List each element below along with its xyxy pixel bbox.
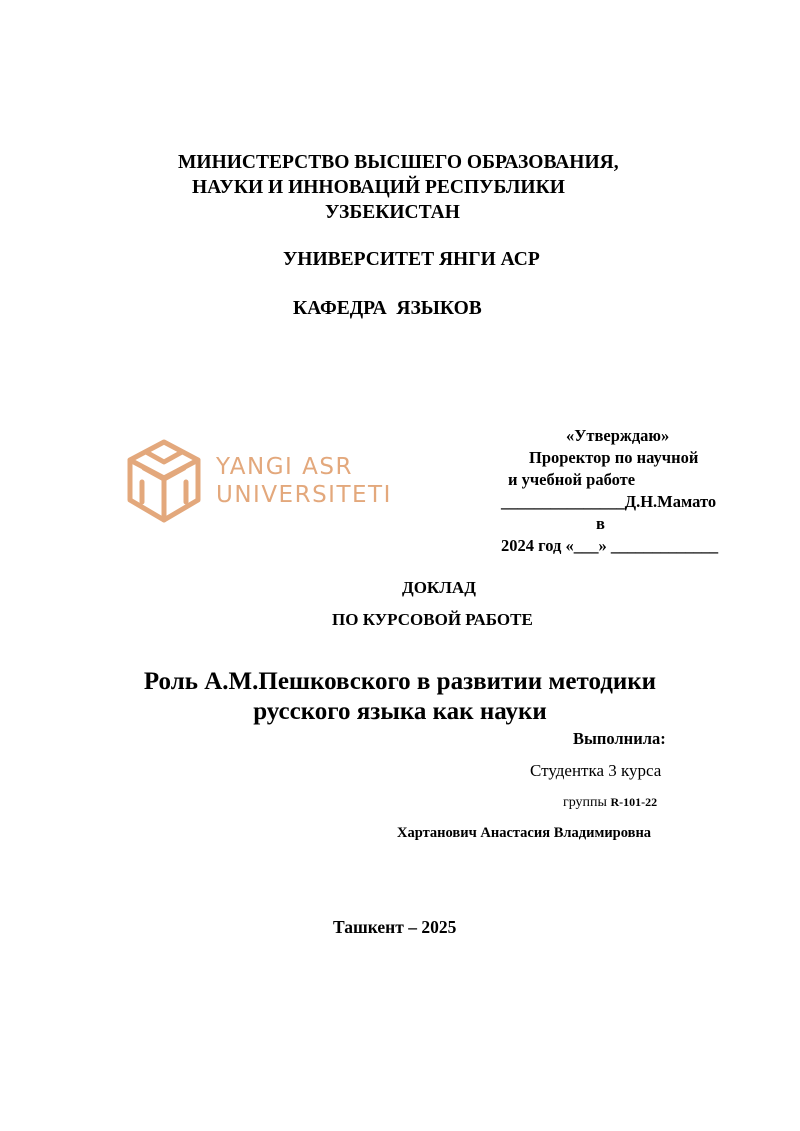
logo-text-line2: UNIVERSITETI	[216, 482, 392, 508]
approval-position-line2: и учебной работе	[508, 470, 636, 489]
ministry-title-line2: НАУКИ И ИННОВАЦИЙ РЕСПУБЛИКИ	[192, 177, 565, 198]
performer-label: Выполнила:	[573, 729, 666, 748]
university-name: УНИВЕРСИТЕТ ЯНГИ АСР	[283, 249, 540, 270]
performer-group	[563, 795, 657, 811]
city-year: Ташкент – 2025	[333, 917, 457, 937]
cube-logo-icon	[126, 438, 202, 524]
ministry-title-line3: УЗБЕКИСТАН	[325, 202, 460, 223]
report-label: ДОКЛАД	[402, 578, 476, 597]
report-sublabel: ПО КУРСОВОЙ РАБОТЕ	[332, 610, 533, 629]
university-logo	[126, 438, 406, 524]
approval-signature-line: _______________Д.Н.Мамато	[501, 492, 717, 511]
ministry-title-line1: МИНИСТЕРСТВО ВЫСШЕГО ОБРАЗОВАНИЯ,	[178, 152, 619, 173]
approval-title: «Утверждаю»	[566, 426, 670, 445]
performer-group-code: R-101-22	[610, 795, 658, 809]
topic-title-line2: русского языка как науки	[253, 698, 547, 725]
department-name: КАФЕДРА ЯЗЫКОВ	[293, 298, 482, 319]
approval-date-line: 2024 год «___» _____________	[501, 536, 719, 555]
logo-text-line1: YANGI ASR	[216, 454, 353, 480]
performer-group-prefix: группы	[563, 795, 607, 810]
performer-name: Хартанович Анастасия Владимировна	[397, 825, 652, 841]
approval-position-line1: Проректор по научной	[529, 448, 699, 467]
performer-course: Студентка 3 курса	[530, 761, 662, 780]
topic-title-line1: Роль А.М.Пешковского в развитии методики	[143, 668, 657, 695]
approval-signature-wrap: в	[596, 514, 605, 533]
